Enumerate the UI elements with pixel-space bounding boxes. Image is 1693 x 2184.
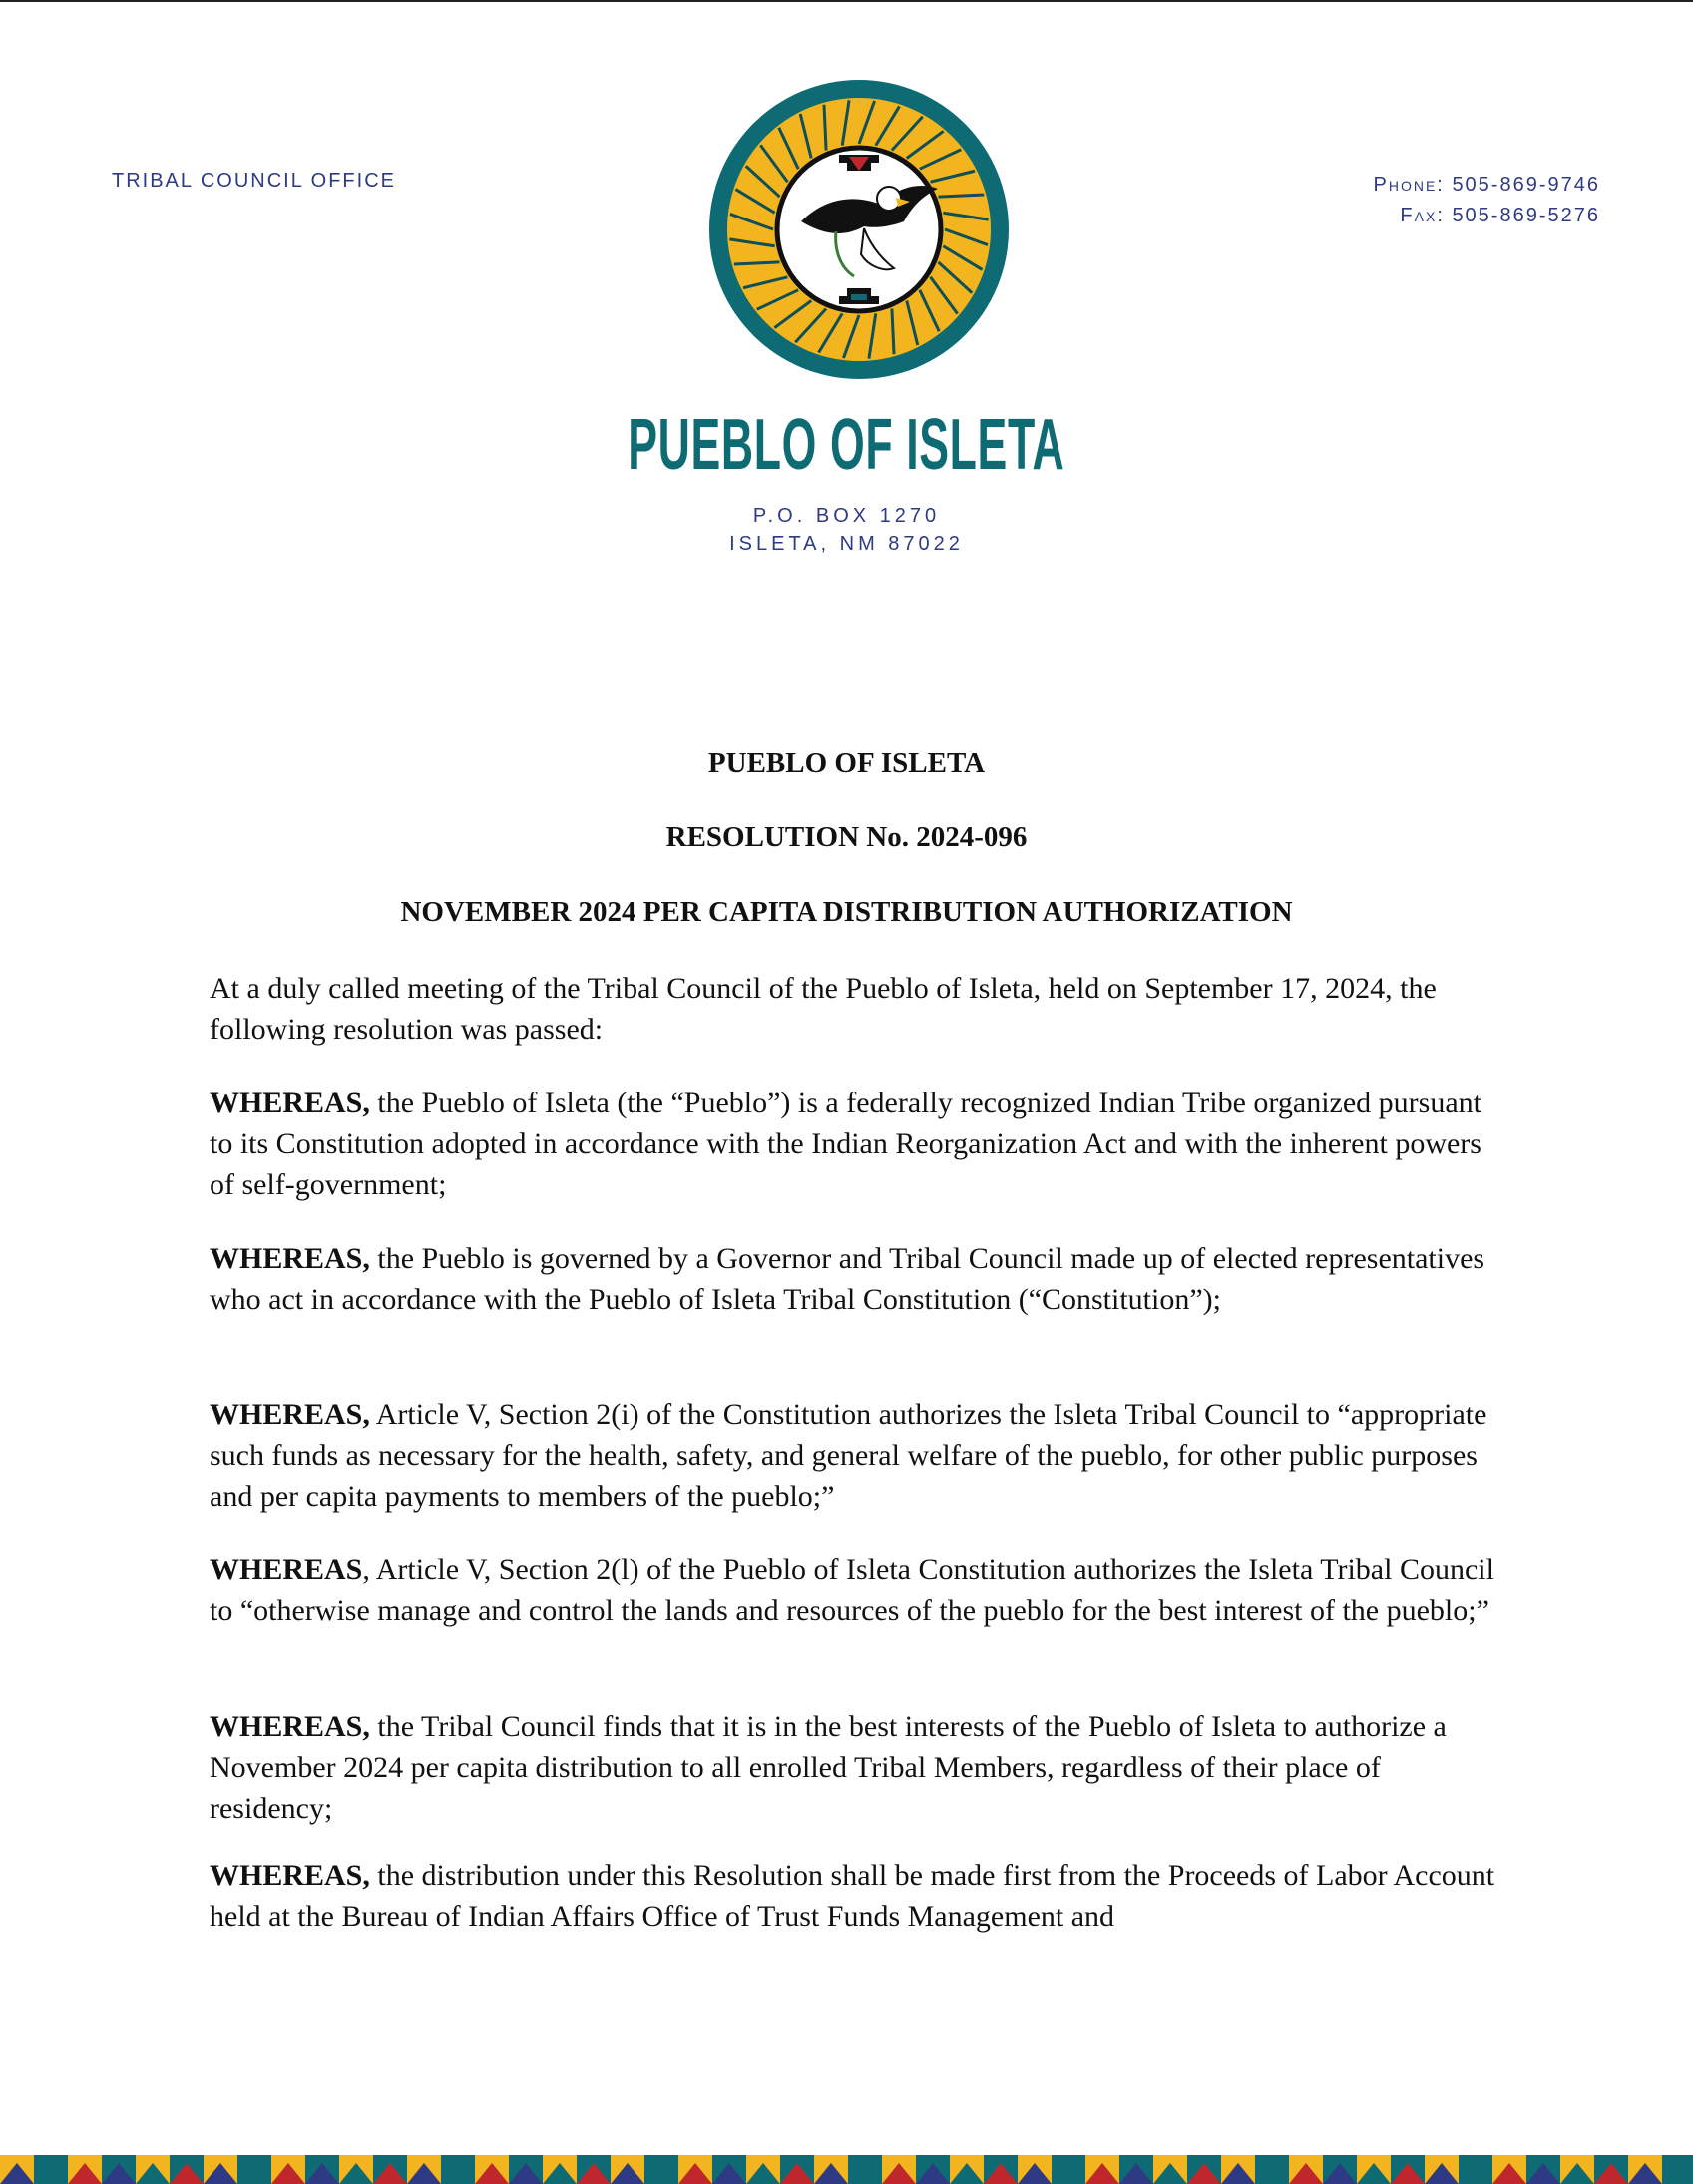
- resolution-title: NOVEMBER 2024 PER CAPITA DISTRIBUTION AUTHORIZATION: [400, 896, 1293, 928]
- whereas-text: the Pueblo of Isleta (the “Pueblo”) is a federally recognized Indian Tribe organized pursuant to its Constitution adopted in accordance with the Indian Reorganization Act and with the inherent powers of self-government;: [210, 1087, 1481, 1201]
- organization-name: PUEBLO OF ISLETA: [628, 405, 1065, 485]
- whereas-clause-5: [210, 1706, 1506, 1829]
- resolution-number: RESOLUTION No. 2024-096: [665, 821, 1028, 853]
- whereas-text: the Tribal Council finds that it is in the best interests of the Pueblo of Isleta to authorize a November 2024 per capita distribution to all enrolled Tribal Members, regardless of their place of residency;: [210, 1710, 1447, 1825]
- whereas-text: the Pueblo is governed by a Governor and Tribal Council made up of elected representatives who act in accordance with the Pueblo of Isleta Tribal Constitution (“Constitution”);: [210, 1242, 1485, 1316]
- mailing-address: [0, 502, 1693, 558]
- document-heading-1: PUEBLO OF ISLETA: [707, 747, 986, 779]
- whereas-lead: WHEREAS: [210, 1553, 363, 1586]
- seal-ray: [734, 262, 780, 264]
- phone-label: Phone:: [1373, 174, 1445, 196]
- whereas-text: , Article V, Section 2(l) of the Pueblo of Isleta Constitution authorizes the Isleta Tribal Council to “otherwise manage and control the lands and resources of the pueblo for the best interest of the pueblo;”: [210, 1553, 1494, 1627]
- seal-ray: [892, 308, 894, 354]
- whereas-clause-3: [210, 1394, 1506, 1517]
- address-line-2: ISLETA, NM 87022: [729, 533, 964, 555]
- fax-number: 505-869-5276: [1452, 205, 1600, 226]
- intro-paragraph: [210, 968, 1506, 1050]
- intro-text: At a duly called meeting of the Tribal Council of the Pueblo of Isleta, held on September 17, 2024, the following resolution was passed:: [210, 972, 1437, 1046]
- whereas-lead: WHEREAS,: [210, 1710, 370, 1743]
- seal-ray: [824, 105, 826, 151]
- whereas-clause-1: [210, 1083, 1506, 1205]
- whereas-clause-6: [210, 1855, 1506, 1937]
- fax-label: Fax:: [1400, 205, 1445, 226]
- contact-block: [1374, 170, 1600, 231]
- office-label: TRIBAL COUNCIL OFFICE: [112, 170, 396, 192]
- whereas-lead: WHEREAS,: [210, 1398, 370, 1431]
- whereas-lead: WHEREAS,: [210, 1087, 370, 1119]
- whereas-clause-2: [210, 1238, 1506, 1320]
- whereas-clause-4: [210, 1549, 1506, 1631]
- whereas-lead: WHEREAS,: [210, 1242, 370, 1275]
- address-line-1: P.O. BOX 1270: [752, 505, 941, 527]
- phone-number: 505-869-9746: [1452, 174, 1600, 196]
- whereas-text: the distribution under this Resolution shall be made first from the Proceeds of Labor Account held at the Bureau of Indian Affairs Office of Trust Funds Management and: [210, 1859, 1495, 1933]
- top-border-line: [0, 0, 1693, 2]
- seal-ray: [938, 195, 984, 197]
- eagle-sun-seal-icon: [706, 77, 1012, 382]
- whereas-text: Article V, Section 2(i) of the Constitution authorizes the Isleta Tribal Council to “appropriate such funds as necessary for the health, safety, and general welfare of the pueblo, for other public purposes and per capita payments to members of the pueblo;”: [210, 1398, 1487, 1513]
- phone-line: [1374, 170, 1600, 201]
- whereas-lead: WHEREAS,: [210, 1859, 370, 1892]
- fax-line: [1374, 201, 1600, 231]
- decorative-border-strip: [0, 2155, 1693, 2184]
